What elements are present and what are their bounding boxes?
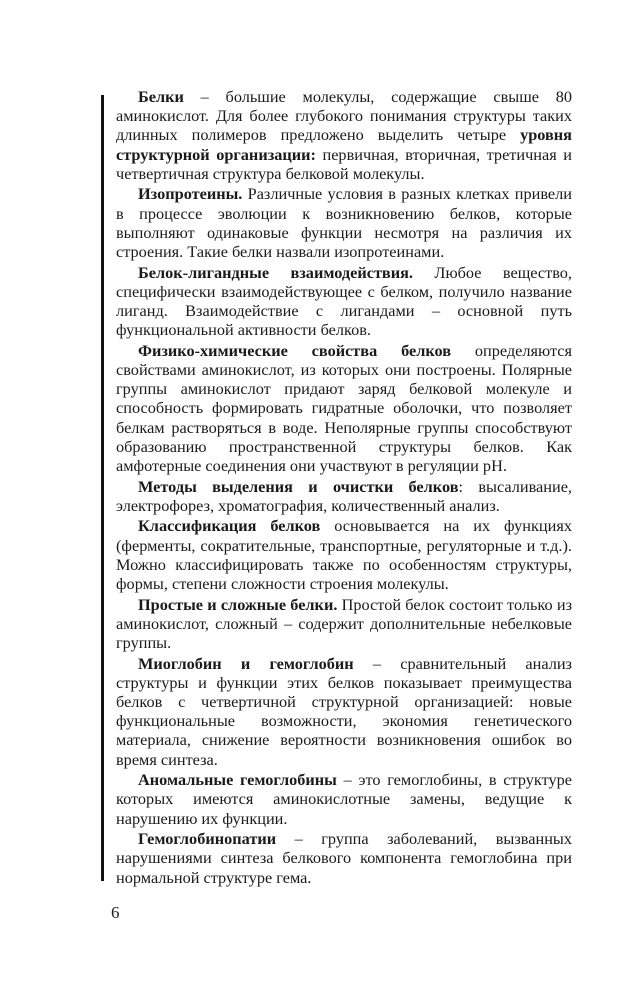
text-ligand: Любое вещество, специфически взаимодействующее с белком, получило название лиганд. Взаимодействие с лигандами – основной путь функциональной активности белков.: [116, 262, 572, 340]
paragraph-gemoglobinopatii: [116, 829, 572, 887]
term-urovni: уровня структурной организации:: [116, 125, 572, 164]
term-mioglobin: Миоглобин и гемоглобин: [138, 653, 354, 673]
term-izoproteiny: Изопротеины.: [138, 184, 243, 204]
text-mioglobin: – сравнительный анализ структуры и функции этих белков показывает преимущества белков с четвертичной структурной организацией: новые функциональные возможности, экономия генетического материала, снижение вероятности возникновения ошибок во время синтеза.: [116, 653, 572, 769]
margin-bar: [101, 95, 104, 881]
term-klassifikatsiya: Классификация белков: [138, 516, 321, 536]
paragraph-prostye-slozhnye: [116, 595, 572, 653]
page-number: 6: [111, 903, 120, 922]
text-fiziko-khimicheskie: определяются свойствами аминокислот, из которых они построены. Полярные группы аминокислот придают заряд белковой молекуле и способность формировать гидратные оболочки, что позволяет белкам растворяться в воде. Неполярные группы способствуют образованию пространственной структуры белков. Как амфотерные соединения они участвуют в регуляции pH.: [116, 340, 572, 476]
paragraph-ligand: [116, 263, 572, 340]
paragraph-izoproteiny: [116, 184, 572, 261]
term-gemoglobinopatii: Гемоглобинопатии: [138, 829, 277, 849]
term-ligand: Белок-лигандные взаимодействия.: [138, 262, 413, 282]
text-prostye-slozhnye: Простой белок состоит только из аминокислот, сложный – содержит дополнительные небелковые группы.: [116, 594, 572, 653]
paragraph-anomalnye: [116, 770, 572, 828]
paragraph-fiziko-khimicheskie: [116, 341, 572, 475]
paragraph-mioglobin: [116, 654, 572, 769]
term-fiziko-khimicheskie: Физико-химические свойства белков: [138, 340, 452, 360]
term-anomalnye: Аномальные гемоглобины: [138, 770, 337, 790]
text-klassifikatsiya: основывается на их функциях (ферменты, сократительные, транспортные, регуляторные и т.д.). Можно классифицировать также по особенностям структуры, формы, степени сложности строения молекулы.: [116, 516, 572, 594]
text-belki-2: первичная, вторичная, третичная и четвертичная структура белковой молекулы.: [116, 144, 572, 183]
paragraph-metody: [116, 477, 572, 515]
term-prostye-slozhnye: Простые и сложные белки.: [138, 594, 338, 614]
term-metody: Методы выделения и очистки белков: [138, 476, 459, 496]
text-izoproteiny: Различные условия в разных клетках привели в процессе эволюции к возникновению белков, которые выполняют одинаковые функции несмотря на различия их строения. Такие белки назвали изопротеинами.: [116, 184, 572, 262]
text-metody: : высаливание, электрофорез, хроматография, количественный анализ.: [116, 476, 572, 515]
term-belki: Белки: [138, 87, 184, 106]
text-anomalnye: – это гемоглобины, в структуре которых имеются аминокислотные замены, ведущие к нарушению их функции.: [116, 770, 572, 828]
paragraph-klassifikatsiya: [116, 516, 572, 593]
text-belki-1: – большие молекулы, содержащие свыше 80 аминокислот. Для более глубокого понимания структуры таких длинных полимеров предложено выделить четыре: [116, 87, 572, 145]
text-gemoglobinopatii: – группа заболеваний, вызванных нарушениями синтеза белкового компонента гемоглобина при нормальной структуре гема.: [116, 829, 572, 887]
body-text: [116, 87, 572, 888]
paragraph-belki: [116, 87, 572, 183]
